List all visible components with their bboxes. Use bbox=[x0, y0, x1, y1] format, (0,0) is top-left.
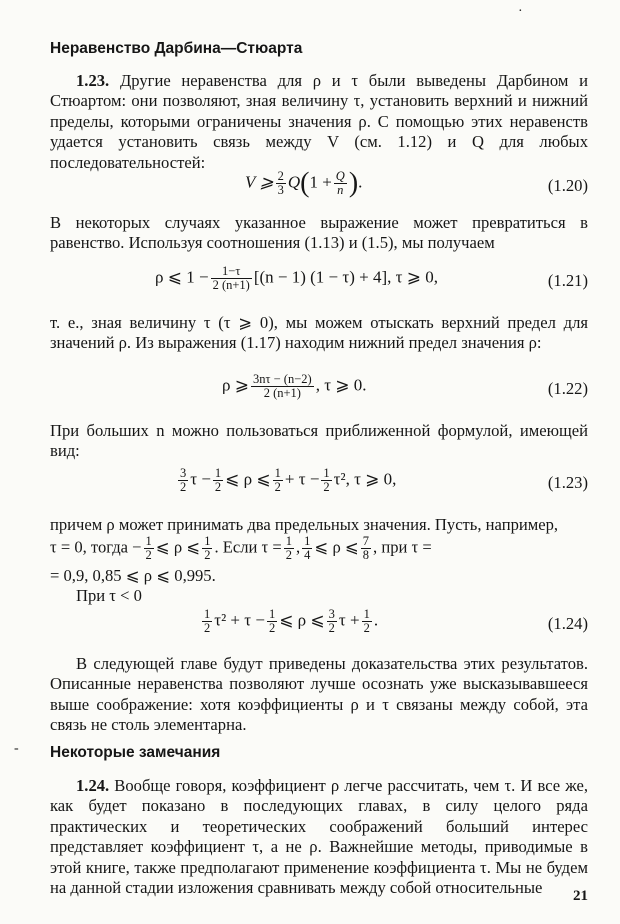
paragraph-6: В следующей главе будут приведены доказательства этих результатов. Описанные неравенства позволяют лучше осознать уже высказывавшееся выше соображение: хотя коэффициенты ρ и τ связаны между собой, эта связь не столь элементарна. bbox=[50, 654, 588, 735]
margin-mark: - bbox=[14, 741, 19, 756]
formula-1-22: ρ ⩾ $\frac{3n\tau - (n-2)}{2 (n+1)}$ , τ ⩾ 0. bbox=[222, 372, 367, 400]
eq-tag-1-24: (1.24) bbox=[547, 614, 588, 633]
section-heading-remarks: Некоторые замечания bbox=[50, 744, 221, 761]
eq-tag-1-22: (1.22) bbox=[547, 379, 588, 398]
formula-1-23: $\frac{3}{2}$ τ − $\frac{1}{2}$ ⩽ ρ ⩽ $\frac{1}{2}$ + τ − $\frac{1}{2}$ τ², τ ⩾ 0, bbox=[180, 466, 397, 494]
paragraph-1-24: 1.24. Вообще говоря, коэффициент ρ легче рассчитать, чем τ. И все же, как будет показано в последующих главах, в силу целого ряда практических и теоретических соображений больший интерес представляет коэффициент τ, а не ρ. Важнейшие методы, приводимые в этой книге, также предполагают применение коэффициента τ. Мы не будем на данной стадии изложения сравнивать между собой относительные bbox=[50, 776, 588, 898]
eq-tag-1-23: (1.23) bbox=[547, 473, 588, 492]
paragraph-2: В некоторых случаях указанное выражение может превратиться в равенство. Используя соотношения (1.13) и (1.5), мы получаем bbox=[50, 213, 588, 253]
paragraph-1-23: 1.23. Другие неравенства для ρ и τ были выведены Дарбином и Стюартом: они позволяют, зная величину τ, установить верхний и нижний пределы, которыми ограничены значения ρ. С помощью этих неравенств удается установить связь между V (см. 1.12) и Q для любых последовательностей: bbox=[50, 71, 588, 172]
formula-1-21: ρ ⩽ 1 − $\frac{1-\tau}{2 (n+1)}$ [(n − 1) (1 − τ) + 4], τ ⩾ 0, bbox=[155, 264, 438, 292]
paragraph-5-line-4: При τ < 0 bbox=[76, 586, 142, 605]
paragraph-5-line-1: причем ρ может принимать два предельных значения. Пусть, например, bbox=[50, 515, 559, 534]
paragraph-3: т. е., зная величину τ (τ ⩾ 0), мы можем отыскать верхний предел для значений ρ. Из выражения (1.17) находим нижний предел значения ρ: bbox=[50, 313, 588, 353]
section-heading-darbin: Неравенство Дарбина—Стюарта bbox=[50, 40, 303, 57]
paragraph-5-line-3: = 0,9, 0,85 ⩽ ρ ⩽ 0,995. bbox=[50, 566, 216, 585]
item-number: 1.23. bbox=[76, 71, 110, 90]
item-number: 1.24. bbox=[76, 776, 110, 795]
paragraph-4: При больших n можно пользоваться приближенной формулой, имеющей вид: bbox=[50, 421, 588, 461]
print-dot: · bbox=[518, 4, 523, 19]
formula-1-24: $\frac{1}{2}$ τ² + τ − $\frac{1}{2}$ ⩽ ρ ⩽ $\frac{3}{2}$ τ + $\frac{1}{2}$ . bbox=[204, 607, 379, 635]
eq-tag-1-20: (1.20) bbox=[547, 176, 588, 195]
eq-tag-1-21: (1.21) bbox=[547, 271, 588, 290]
formula-1-20: V ⩾ $\frac{2}{3}$ Q(1 + $\frac{Q}{n}$ ). bbox=[245, 167, 363, 199]
paragraph-5-line-2: τ = 0, тогда − $\frac{1}{2}$ ⩽ ρ ⩽ $\frac{1}{2}$ . Если τ = $\frac{1}{2}$ , $\frac{1}{4}$ ⩽ ρ ⩽ $\frac{7}{8}$ , при τ = bbox=[50, 534, 432, 562]
page-number: 21 bbox=[573, 888, 588, 904]
